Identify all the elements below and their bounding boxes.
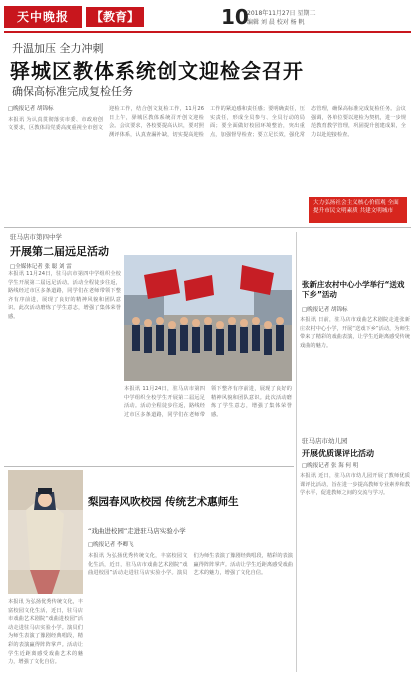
lead-headline: 驿城区教体系统创文迎检会召开 (10, 59, 304, 83)
page-number: 10 (221, 5, 249, 29)
story3-body (300, 316, 410, 416)
section-divider (4, 227, 411, 228)
story4-kicker: 驻马店市幼儿园 (302, 437, 348, 445)
story5-subhead: “戏曲进校园”走进驻马店实验小学 (88, 527, 186, 535)
lead-subhead: 确保高标准完成复检任务 (12, 85, 133, 98)
editor-line: 编辑 刘 晨 校对 杨 帆 (247, 19, 305, 26)
story4-body-text: 本报讯 近日，驻马店市幼儿园开展了教师优质课评比活动，旨在进一步提高教师专业素养和教学水平，促进教师之间的交流与学习。 (300, 473, 410, 497)
masthead-rule (4, 31, 411, 33)
story2-body-text-cont: 本报讯 11月24日，驻马店市第四中学组织全校学生开展第二届远足活动。活动全程徒步往返，路线经过市区多条道路，同学们在老师带领下整齐有序前进，展现了良好的精神风貌和团队意识。此次活动磨炼了学生意志，增强了集体荣誉感。 (124, 386, 292, 418)
story5-body-text-cont: 本报讯 为弘扬优秀传统文化，丰富校园文化生活，近日，驻马店市戏曲艺术剧院“戏曲进校园”活动走进驻马店实验小学。演员们为师生表演了豫剧经典唱段，精彩的表演赢得阵阵掌声。活动让学生近距离感受戏曲艺术的魅力，增强了文化自信。 (8, 599, 83, 666)
march-photo (124, 255, 292, 381)
story2-byline: □全媒体记者 张 聪 刘 雷 (10, 264, 72, 270)
story5-body (88, 552, 293, 670)
story4-body (300, 472, 410, 672)
lead-body (8, 105, 406, 191)
story4-headline: 开展优质课评比活动 (302, 449, 374, 458)
story5-body-left (8, 598, 83, 670)
date-line: 2018年11月27日 星期二 (247, 10, 316, 17)
lower-divider (4, 466, 294, 467)
story2-body-bottom (124, 385, 292, 460)
section-label: 【教育】 (86, 7, 144, 27)
story2-kicker: 驻马店市第四中学 (10, 233, 62, 241)
story2-body-text: 本报讯 11月24日，驻马店市第四中学组织全校学生开展第二届远足活动。活动全程徒步往返，路线经过市区多条道路，同学们在老师带领下整齐有序前进，展现了良好的精神风貌和团队意识。此次活动磨炼了学生意志，增强了集体荣誉感。 (8, 271, 121, 320)
column-divider (296, 232, 297, 672)
story5-body-text: 本报讯 为弘扬优秀传统文化，丰富校园文化生活，近日，驻马店市戏曲艺术剧院“戏曲进校园”活动走进驻马店实验小学。演员们为师生表演了豫剧经典唱段，精彩的表演赢得阵阵掌声。活动让学生近距离感受戏曲艺术的魅力，增强了文化自信。 (88, 553, 293, 577)
story2-headline: 开展第二届远足活动 (10, 245, 109, 258)
lead-byline: □晚报记者 胡锦标 (8, 106, 54, 112)
story5-headline: 梨园春风吹校园 传统艺术惠师生 (88, 496, 239, 508)
story2-body-left (8, 270, 121, 460)
lead-body-text: 本报讯 为认真贯彻落实市委、市政府创文要求，区教体局党委高度重视全市创文迎检工作，结合创文复检工作，11月26日上午，驿城区教体系统召开创文迎检会。会议要求，各校要提高认识，要对照测评体系，认真查漏补缺，切实提高迎检工作的紧迫感和责任感；要明确责任，压实责任，形成全员参与、全员行动的局面；要全面做好校园环境整治，突出重点，加强督导检查；要立足长效，强化常态管理，确保高标准完成复检任务。会议强调，各单位要以迎检为契机，进一步规范教育教学管理，巩固提升创建成果，全力以赴迎接检查。 (8, 106, 406, 138)
story3-byline: □晚报记者 胡锦标 (302, 307, 348, 313)
newspaper-logo: 天中晚报 (4, 6, 82, 28)
story4-byline: □晚报记者 张 海 何 明 (302, 463, 359, 469)
story3-headline: 张新庄农村中心小学举行“送戏下乡”活动 (302, 280, 405, 299)
civic-banner: 大力弘扬社会主义核心价值观 全面提升市民文明素质 共建文明城市 (309, 197, 407, 223)
lead-kicker: 升温加压 全力冲刺 (12, 42, 104, 55)
opera-photo (8, 470, 83, 594)
story3-body-text: 本报讯 日前，驻马店市戏曲艺术剧院走进张新庄农村中心小学，开展“送戏下乡”活动，为师生带来了精彩的戏曲表演，让学生近距离感受传统戏曲的魅力。 (300, 317, 410, 349)
story5-byline: □晚报记者 李卿飞 (88, 542, 134, 548)
